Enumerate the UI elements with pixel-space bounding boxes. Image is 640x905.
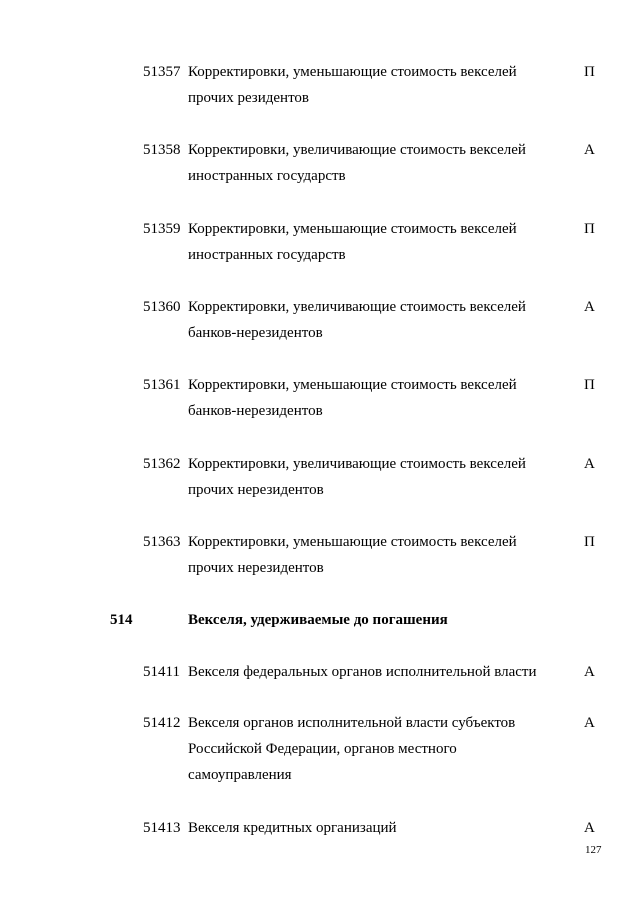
section-title: Векселя, удерживаемые до погашения	[188, 612, 448, 628]
account-type: А	[584, 820, 595, 836]
account-code: 51411	[143, 664, 180, 680]
account-description: Корректировки, увеличивающие стоимость векселей банков-нерезидентов	[188, 299, 526, 341]
account-description: Корректировки, уменьшающие стоимость векселей банков-нерезидентов	[188, 377, 517, 419]
account-description: Векселя органов исполнительной власти субъектов Российской Федерации, органов местного самоуправления	[188, 715, 516, 783]
account-description: Векселя кредитных организаций	[188, 820, 397, 836]
account-type: А	[584, 299, 595, 315]
account-code: 51359	[143, 221, 181, 237]
account-type: П	[584, 221, 595, 237]
account-code: 51358	[143, 142, 181, 158]
account-code: 51363	[143, 534, 181, 550]
account-code: 51361	[143, 377, 181, 393]
account-type: П	[584, 377, 595, 393]
account-code: 51357	[143, 64, 181, 80]
account-type: А	[584, 715, 595, 731]
account-type: П	[584, 534, 595, 550]
account-code: 51413	[143, 820, 181, 836]
account-type: А	[584, 664, 595, 680]
account-description: Корректировки, уменьшающие стоимость векселей прочих резидентов	[188, 64, 517, 106]
account-code: 51362	[143, 456, 181, 472]
account-code: 51360	[143, 299, 181, 315]
account-description: Корректировки, уменьшающие стоимость векселей прочих нерезидентов	[188, 534, 517, 576]
account-type: А	[584, 142, 595, 158]
account-description: Корректировки, увеличивающие стоимость векселей иностранных государств	[188, 142, 526, 184]
section-code: 514	[110, 612, 133, 628]
account-type: А	[584, 456, 595, 472]
account-description: Векселя федеральных органов исполнительной власти	[188, 664, 537, 680]
page-number: 127	[585, 844, 602, 856]
account-code: 51412	[143, 715, 181, 731]
account-description: Корректировки, уменьшающие стоимость векселей иностранных государств	[188, 221, 517, 263]
account-type: П	[584, 64, 595, 80]
account-description: Корректировки, увеличивающие стоимость векселей прочих нерезидентов	[188, 456, 526, 498]
